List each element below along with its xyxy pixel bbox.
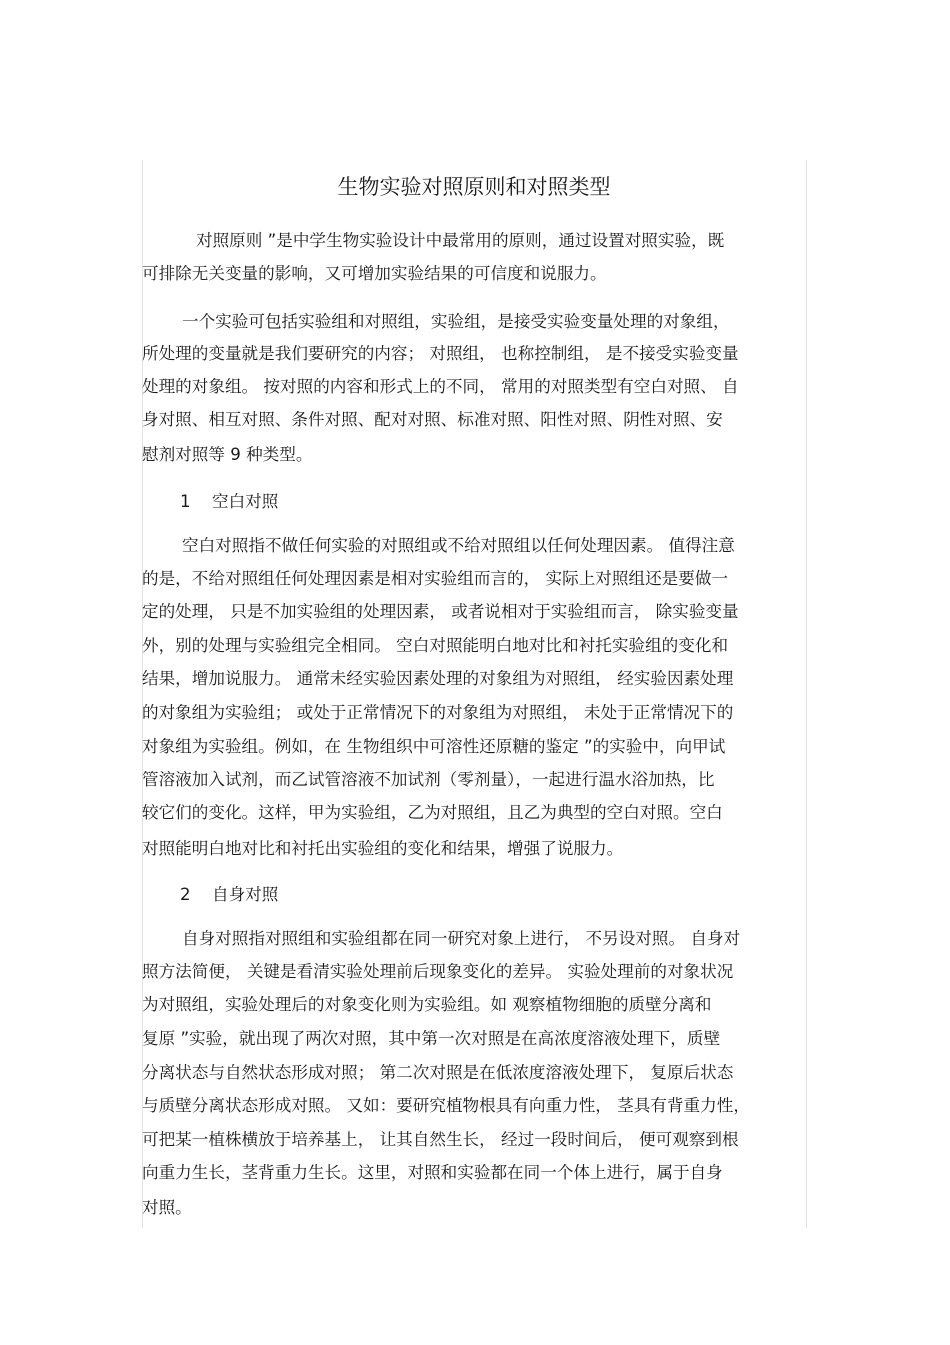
section-line: 的是，不给对照组任何处理因素是相对实验组而言的， 实际上对照组还是要做一	[142, 569, 729, 588]
section-line: 对照。	[142, 1198, 192, 1217]
overview-line: 身对照、相互对照、条件对照、配对对照、标准对照、阳性对照、阴性对照、安	[142, 410, 723, 429]
section-line: 管溶液加入试剂，而乙试管溶液不加试剂（零剂量），一起进行温水浴加热，比	[142, 770, 715, 789]
section-line: 自身对照指对照组和实验组都在同一研究对象上进行， 不另设对照。 自身对	[182, 929, 741, 948]
section-line: 对照能明白地对比和衬托出实验组的变化和结果，增强了说服力。	[142, 839, 624, 858]
section-line: 外，别的处理与实验组完全相同。 空白对照能明白地对比和衬托实验组的变化和	[142, 636, 729, 655]
section-line: 的对象组为实验组； 或处于正常情况下的对象组为对照组， 未处于正常情况下的	[142, 703, 734, 722]
right-margin-rule	[806, 160, 807, 1228]
section-line: 照方法简便， 关键是看清实验处理前后现象变化的差异。 实验处理前的对象状况	[142, 962, 734, 981]
section-title: 空白对照	[212, 492, 279, 511]
overview-line: 处理的对象组。 按对照的内容和形式上的不同， 常用的对照类型有空白对照、 自	[142, 377, 739, 396]
section-heading	[180, 490, 278, 514]
section-line: 较它们的变化。这样，甲为实验组，乙为对照组，且乙为典型的空白对照。空白	[142, 803, 723, 822]
section-line: 与质壁分离状态形成对照。 又如：要研究植物根具有向重力性， 茎具有背重力性，	[142, 1096, 750, 1115]
section-line: 为对照组，实验处理后的对象变化则为实验组。如 观察植物细胞的质壁分离和	[142, 995, 712, 1014]
overview-line: 一个实验可包括实验组和对照组，实验组，是接受实验变量处理的对象组，	[182, 312, 730, 331]
intro-line: 可排除无关变量的影响，又可增加实验结果的可信度和说服力。	[142, 264, 607, 283]
section-line: 结果，增加说服力。 通常未经实验因素处理的对象组为对照组， 经实验因素处理	[142, 669, 734, 688]
section-line: 向重力生长，茎背重力生长。这里，对照和实验都在同一个体上进行，属于自身	[142, 1163, 723, 1182]
section-number: 2	[180, 885, 191, 904]
section-line: 可把某一植株横放于培养基上， 让其自然生长， 经过一段时间后， 便可观察到根	[142, 1130, 739, 1149]
section-heading	[180, 883, 278, 907]
section-line: 分离状态与自然状态形成对照； 第二次对照是在低浓度溶液处理下， 复原后状态	[142, 1063, 734, 1082]
document-title: 生物实验对照原则和对照类型	[337, 175, 611, 199]
section-line: 复原 ”实验，就出现了两次对照，其中第一次对照是在高浓度溶液处理下，质壁	[142, 1029, 721, 1048]
section-number: 1	[180, 492, 191, 511]
section-title: 自身对照	[212, 885, 279, 904]
overview-line: 所处理的变量就是我们要研究的内容； 对照组， 也称控制组， 是不接受实验变量	[142, 344, 739, 363]
intro-line: 对照原则 ”是中学生物实验设计中最常用的原则，通过设置对照实验，既	[196, 231, 725, 250]
overview-line: 慰剂对照等 9 种类型。	[142, 445, 313, 464]
section-line: 空白对照指不做任何实验的对照组或不给对照组以任何处理因素。 值得注意	[182, 536, 735, 555]
section-line: 定的处理， 只是不加实验组的处理因素， 或者说相对于实验组而言， 除实验变量	[142, 602, 739, 621]
section-line: 对象组为实验组。例如，在 生物组织中可溶性还原糖的鉴定 ”的实验中，向甲试	[142, 737, 726, 756]
